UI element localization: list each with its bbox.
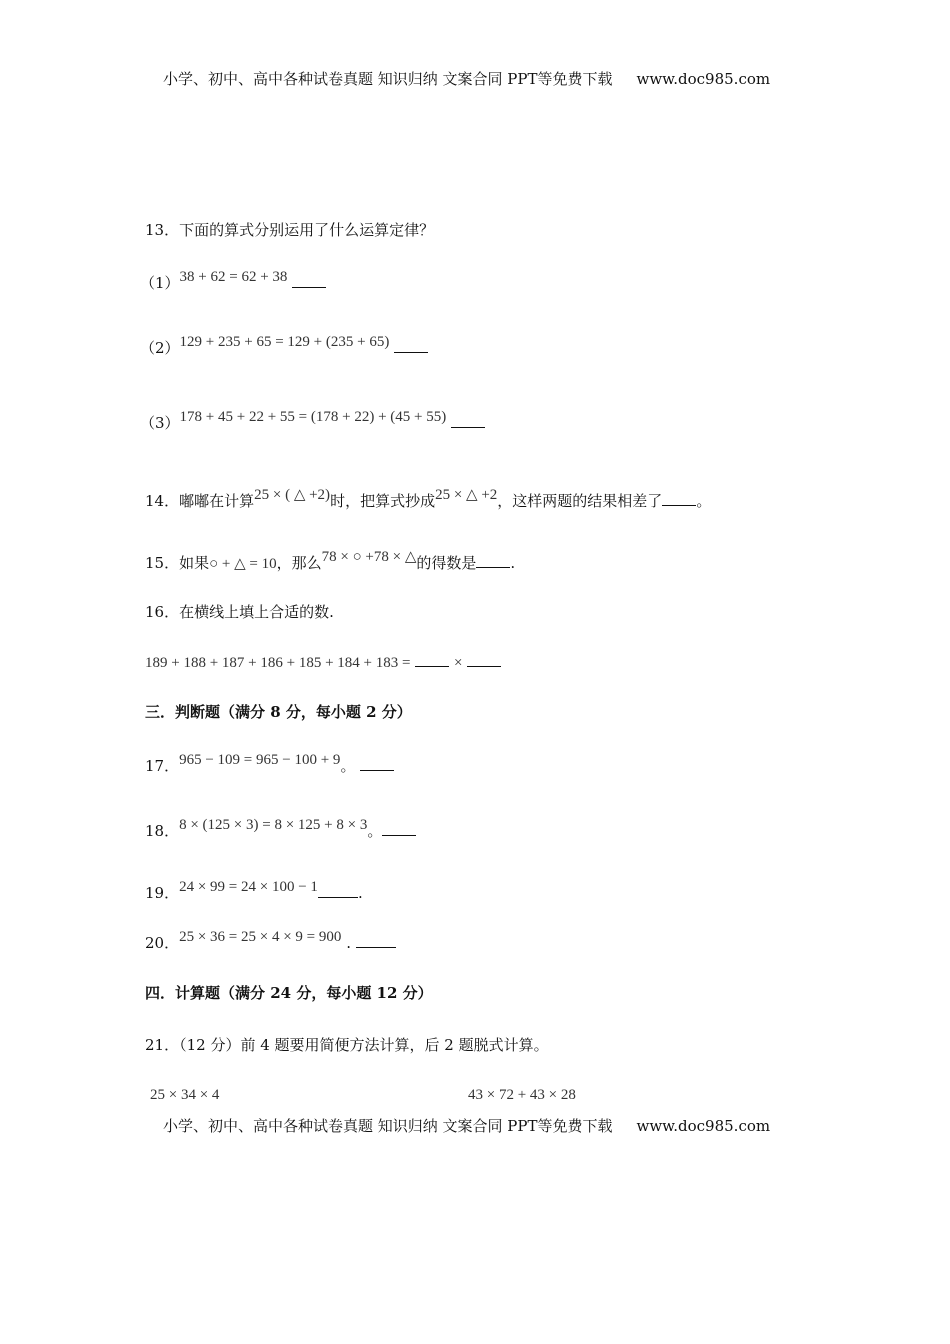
item-expr: 129 + 235 + 65 = 129 + (235 + 65)	[179, 334, 390, 350]
answer-blank[interactable]	[415, 652, 449, 667]
question-17	[145, 752, 394, 777]
q-text: .	[357, 884, 363, 902]
q-text: 。	[340, 757, 356, 775]
answer-blank[interactable]	[476, 553, 510, 568]
q-text: .	[346, 934, 351, 952]
q-text: 下面的算式分别运用了什么运算定律？	[179, 221, 435, 239]
q-text: 如果	[179, 554, 210, 572]
answer-blank[interactable]	[382, 821, 416, 836]
question-20	[145, 929, 396, 954]
answer-blank[interactable]	[356, 933, 396, 948]
q-text: 时，把算式抄成	[330, 492, 436, 510]
question-14	[145, 487, 712, 512]
q-num: 14．	[145, 492, 180, 510]
q16-expression	[145, 652, 501, 673]
header-url: www.doc985.com	[636, 70, 771, 88]
item-label: （1）	[140, 274, 180, 292]
answer-blank[interactable]	[360, 756, 394, 771]
q-num: 19．	[145, 884, 180, 902]
q-expr: 25 × ( △ +2)	[254, 487, 331, 503]
question-19	[145, 879, 363, 904]
q13-item-2	[140, 334, 428, 359]
question-16	[145, 602, 334, 622]
q13-item-3	[140, 409, 485, 434]
answer-blank[interactable]	[451, 413, 485, 428]
q-num: 20．	[145, 934, 180, 952]
q-text: 在横线上填上合适的数.	[179, 603, 334, 621]
item-expr: 178 + 45 + 22 + 55 = (178 + 22) + (45 + 55)	[179, 409, 447, 425]
q-text: 。	[696, 492, 712, 510]
q-num: 18．	[145, 822, 180, 840]
answer-blank[interactable]	[318, 883, 358, 898]
q-text: 嘟嘟在计算	[179, 492, 255, 510]
q-expr: 78 × ○ +78 × △	[321, 549, 417, 565]
section-3-heading: 三．判断题（满分 8 分，每小题 2 分）	[145, 703, 412, 721]
q-num: 16．	[145, 603, 180, 621]
times-sign: ×	[454, 655, 463, 671]
q-text: 的得数是	[416, 554, 477, 572]
answer-blank[interactable]	[292, 273, 326, 288]
q-num: 15．	[145, 554, 180, 572]
q-expr: 8 × (125 × 3) = 8 × 125 + 8 × 3	[179, 817, 368, 833]
answer-blank[interactable]	[394, 338, 428, 353]
question-13	[145, 220, 434, 240]
item-label: （3）	[140, 414, 180, 432]
question-18	[145, 817, 416, 842]
answer-blank[interactable]	[467, 652, 501, 667]
q-expr: 965 − 109 = 965 − 100 + 9	[179, 752, 341, 768]
item-expr: 38 + 62 = 62 + 38	[179, 269, 288, 285]
page-footer	[163, 1116, 770, 1136]
item-label: （2）	[140, 339, 180, 357]
q21-expr-2: 43 × 72 + 43 × 28	[468, 1087, 576, 1103]
page-header	[163, 69, 770, 89]
section-4-heading: 四．计算题（满分 24 分，每小题 12 分）	[145, 984, 433, 1002]
q-expr: 189 + 188 + 187 + 186 + 185 + 184 + 183 =	[145, 655, 411, 671]
q-expr: ○ + △ = 10	[209, 556, 277, 572]
q-num: 17．	[145, 757, 180, 775]
q-text: .	[510, 554, 516, 572]
q-text: （12 分）前 4 题要用简便方法计算，后 2 题脱式计算。	[179, 1036, 549, 1054]
footer-url: www.doc985.com	[636, 1117, 771, 1135]
q-expr: 25 × 36 = 25 × 4 × 9 = 900	[179, 929, 342, 945]
question-15	[145, 549, 516, 574]
q-expr: 24 × 99 = 24 × 100 − 1	[179, 879, 318, 895]
q-text: ，那么	[276, 554, 322, 572]
q13-item-1	[140, 269, 326, 294]
answer-blank[interactable]	[662, 491, 696, 506]
q-num: 13．	[145, 221, 180, 239]
header-text: 小学、初中、高中各种试卷真题 知识归纳 文案合同 PPT等免费下载	[163, 70, 613, 88]
question-21	[145, 1035, 549, 1055]
q-text: 。	[367, 822, 383, 840]
q-num: 21．	[145, 1036, 180, 1054]
q-expr: 25 × △ +2	[435, 487, 498, 503]
q21-expr-1: 25 × 34 × 4	[150, 1087, 220, 1103]
footer-text: 小学、初中、高中各种试卷真题 知识归纳 文案合同 PPT等免费下载	[163, 1117, 613, 1135]
q-text: ，这样两题的结果相差了	[497, 492, 663, 510]
